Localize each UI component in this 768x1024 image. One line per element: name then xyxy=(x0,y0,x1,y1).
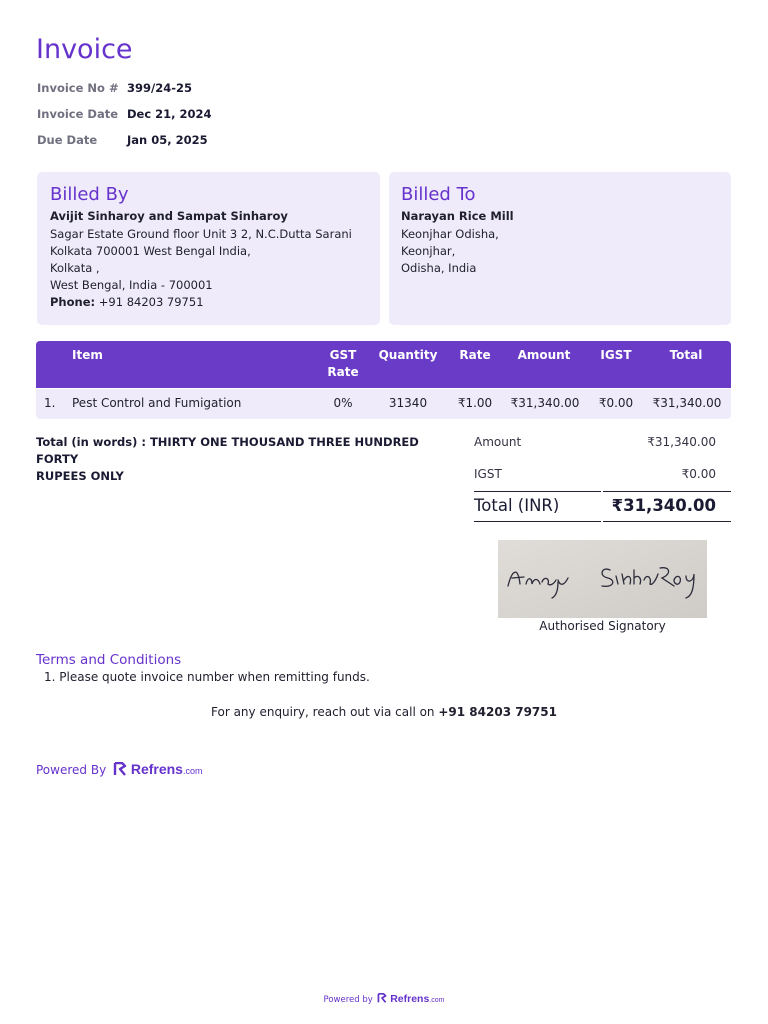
due-date-value: Jan 05, 2025 xyxy=(127,133,208,147)
billed-to-name: Narayan Rice Mill xyxy=(401,209,514,223)
billed-by-address-line: Kolkata 700001 West Bengal India, xyxy=(50,244,251,258)
row-rate: ₹1.00 xyxy=(457,396,493,410)
invoice-title: Invoice xyxy=(36,34,133,65)
phone-label: Phone: xyxy=(50,295,96,309)
billed-to-card xyxy=(389,172,731,325)
table-row xyxy=(36,389,731,419)
summary-igst-value: ₹0.00 xyxy=(681,467,716,481)
header-gst-rate-line1: GST xyxy=(329,348,357,362)
items-table-header xyxy=(36,341,731,388)
total-in-words xyxy=(36,434,446,485)
summary-amount-label: Amount xyxy=(474,435,522,449)
billed-to-heading: Billed To xyxy=(401,184,476,205)
header-quantity: Quantity xyxy=(378,348,438,362)
footer-refrens-logo-icon xyxy=(377,993,387,1003)
row-amount: ₹31,340.00 xyxy=(510,396,580,410)
row-gst-rate: 0% xyxy=(333,396,353,410)
row-number: 1. xyxy=(44,396,56,410)
refrens-logo-icon xyxy=(113,762,127,776)
summary-divider xyxy=(474,521,601,522)
summary-divider xyxy=(474,491,601,492)
signature-image xyxy=(498,540,707,618)
summary-amount-value: ₹31,340.00 xyxy=(647,435,716,449)
invoice-date-value: Dec 21, 2024 xyxy=(127,107,212,121)
invoice-number-label: Invoice No # xyxy=(37,81,119,95)
powered-by-label: Powered By xyxy=(36,763,107,777)
enquiry-text: For any enquiry, reach out via call on xyxy=(211,705,435,719)
row-igst: ₹0.00 xyxy=(598,396,634,410)
billed-to-address-line: Keonjhar, xyxy=(401,244,456,258)
summary-divider xyxy=(603,491,731,492)
refrens-brand-suffix: .com xyxy=(182,766,203,776)
billed-by-address-line: Kolkata , xyxy=(50,261,100,275)
header-rate: Rate xyxy=(459,348,491,362)
summary-igst-label: IGST xyxy=(474,467,502,481)
enquiry-line xyxy=(0,705,768,719)
enquiry-phone: +91 84203 79751 xyxy=(438,705,557,719)
header-igst: IGST xyxy=(600,348,632,362)
row-item: Pest Control and Fumigation xyxy=(72,396,242,410)
summary-total-value: ₹31,340.00 xyxy=(611,496,716,515)
footer-powered-by[interactable] xyxy=(0,993,768,1005)
billed-by-card xyxy=(37,172,380,325)
signature-caption: Authorised Signatory xyxy=(539,619,666,633)
footer-refrens-brand: Refrens xyxy=(390,993,430,1005)
signature-handwriting xyxy=(498,540,707,618)
row-total: ₹31,340.00 xyxy=(652,396,722,410)
billed-by-phone xyxy=(50,294,204,311)
header-item: Item xyxy=(72,348,103,362)
billed-by-heading: Billed By xyxy=(50,184,129,205)
billed-to-address-line: Keonjhar Odisha, xyxy=(401,227,499,241)
refrens-brand: Refrens xyxy=(130,761,183,777)
header-amount: Amount xyxy=(517,348,571,362)
total-in-words-line2: RUPEES ONLY xyxy=(36,469,124,483)
summary-divider xyxy=(603,521,731,522)
due-date-label: Due Date xyxy=(37,133,98,147)
billed-by-address-line: West Bengal, India - 700001 xyxy=(50,278,213,292)
header-total: Total xyxy=(669,348,703,362)
billed-by-name: Avijit Sinharoy and Sampat Sinharoy xyxy=(50,209,288,223)
footer-powered-by-label: Powered by xyxy=(323,995,373,1005)
total-in-words-line1: Total (in words) : THIRTY ONE THOUSAND THREE HUNDRED FORTY xyxy=(36,435,419,466)
invoice-number-value: 399/24-25 xyxy=(127,81,192,95)
summary-total-label: Total (INR) xyxy=(474,496,560,515)
billed-by-address-line: Sagar Estate Ground floor Unit 3 2, N.C.Dutta Sarani xyxy=(50,227,352,241)
phone-value: +91 84203 79751 xyxy=(98,295,204,309)
terms-heading: Terms and Conditions xyxy=(36,652,182,668)
invoice-date-label: Invoice Date xyxy=(37,107,119,121)
powered-by[interactable] xyxy=(36,761,202,777)
header-gst-rate-line2: Rate xyxy=(327,365,359,379)
terms-item: 1. Please quote invoice number when remitting funds. xyxy=(44,670,370,684)
footer-refrens-brand-suffix: .com xyxy=(429,997,445,1004)
billed-to-address-line: Odisha, India xyxy=(401,261,477,275)
row-quantity: 31340 xyxy=(388,396,428,410)
